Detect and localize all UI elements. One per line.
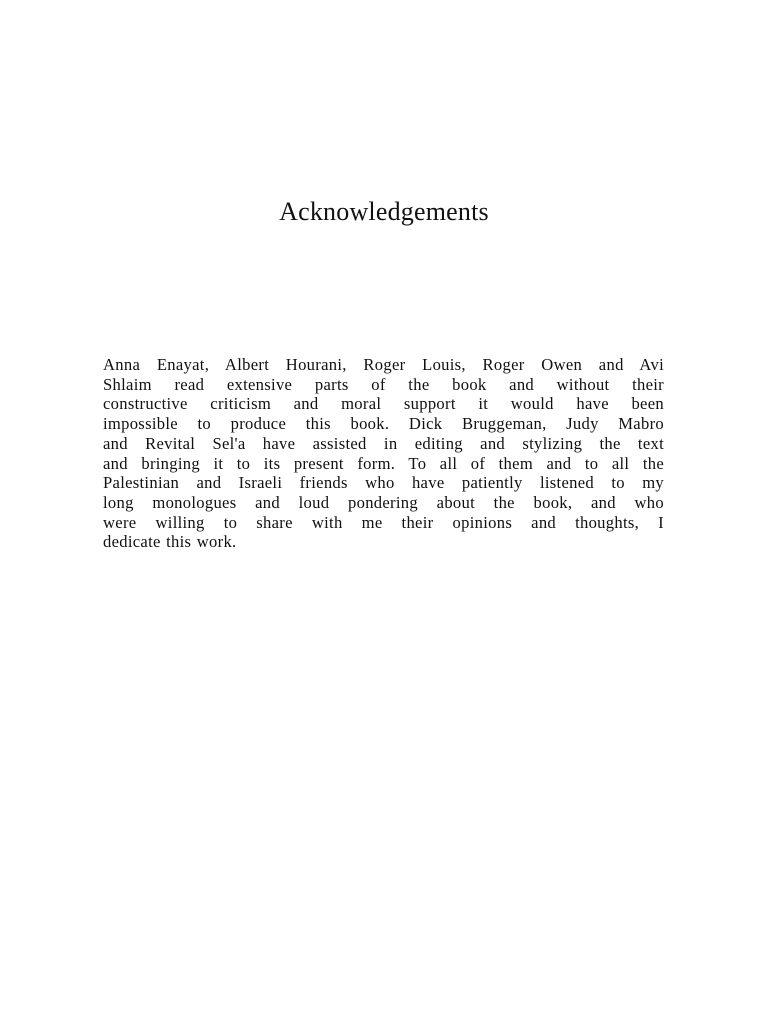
paragraph-line: dedicate this work. <box>103 532 237 552</box>
paragraph-line: Palestinian and Israeli friends who have patiently listened to my <box>103 473 664 493</box>
paragraph-line: were willing to share with me their opinions and thoughts, I <box>103 512 664 532</box>
paragraph-line: Shlaim read extensive parts of the book and without their <box>103 374 664 394</box>
paragraph-line: and Revital Sel'a have assisted in editing and stylizing the text <box>103 433 664 453</box>
paragraph-line: constructive criticism and moral support it would have been <box>103 394 664 414</box>
page-title: Acknowledgements <box>279 197 489 226</box>
paragraph-line: and bringing it to its present form. To all of them and to all the <box>103 453 664 473</box>
acknowledgements-paragraph <box>103 355 664 552</box>
paragraph-line: Anna Enayat, Albert Hourani, Roger Louis, Roger Owen and Avi <box>103 355 664 374</box>
paragraph-line: impossible to produce this book. Dick Bruggeman, Judy Mabro <box>103 414 664 434</box>
paragraph-line: long monologues and loud pondering about the book, and who <box>103 492 664 512</box>
